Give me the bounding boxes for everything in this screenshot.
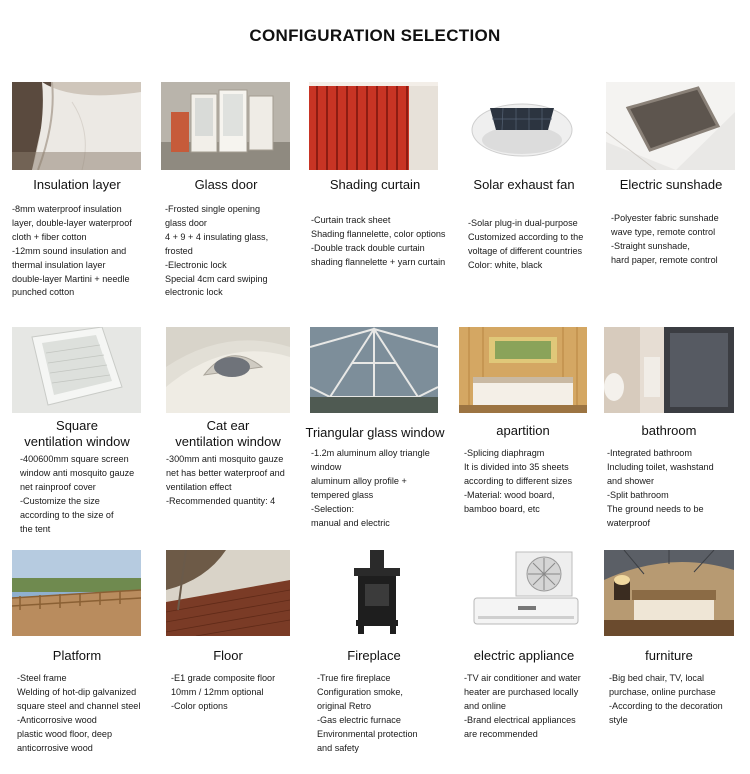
item-desc-cat-ear-ventilation-window: -300mm anti mosquito gauze net has better waterproof and ventilation effect -Recommended quantity: 4 bbox=[166, 454, 285, 506]
electric-sunshade-photo bbox=[606, 82, 735, 170]
item-label-floor: Floor bbox=[213, 648, 243, 663]
item-desc-electric-appliance: -TV air conditioner and water heater are purchased locally and online -Brand electrical appliances are recommended bbox=[464, 673, 581, 739]
item-desc-shading-curtain: -Curtain track sheet Shading flannelette, color options -Double track double curtain shading flannelette + yarn curtain bbox=[311, 215, 446, 267]
item-desc-fireplace: -True fire fireplace Configuration smoke, original Retro -Gas electric furnace Environmental protection and safety bbox=[317, 673, 418, 753]
triangular-glass-window-photo bbox=[310, 327, 438, 413]
fireplace-photo bbox=[310, 550, 438, 636]
item-desc-electric-sunshade: -Polyester fabric sunshade wave type, remote control -Straight sunshade, hard paper, remote control bbox=[611, 213, 719, 265]
item-label-apartition: apartition bbox=[496, 423, 550, 438]
item-desc-floor: -E1 grade composite floor 10mm / 12mm optional -Color options bbox=[171, 673, 276, 711]
item-desc-bathroom: -Integrated bathroom Including toilet, washstand and shower -Split bathroom The ground needs to be waterproof bbox=[607, 448, 714, 528]
page-title: CONFIGURATION SELECTION bbox=[249, 26, 501, 45]
item-label-platform: Platform bbox=[52, 648, 102, 663]
insulation-layer-photo bbox=[12, 82, 141, 170]
item-label-cat-ear-ventilation-window: Cat ear ventilation window bbox=[175, 418, 281, 449]
item-desc-solar-exhaust-fan: -Solar plug-in dual-purpose Customized according to the voltage of different countries Color: white, black bbox=[468, 218, 584, 270]
item-label-fireplace: Fireplace bbox=[347, 648, 401, 663]
item-label-furniture: furniture bbox=[645, 648, 693, 663]
square-ventilation-window-photo bbox=[12, 327, 141, 413]
item-label-square-ventilation-window: Square ventilation window bbox=[24, 418, 130, 449]
item-desc-glass-door: -Frosted single opening glass door 4 + 9 + 4 insulating glass, frosted -Electronic lock Special 4cm card swiping electronic lock bbox=[165, 204, 269, 298]
item-label-triangular-glass-window: Triangular glass window bbox=[305, 425, 445, 440]
cat-ear-ventilation-window-photo bbox=[166, 327, 290, 413]
item-label-electric-appliance: electric appliance bbox=[473, 648, 575, 663]
item-label-shading-curtain: Shading curtain bbox=[329, 177, 421, 192]
item-desc-triangular-glass-window: -1.2m aluminum alloy triangle window aluminum alloy profile + tempered glass -Selection: manual and electric bbox=[311, 448, 430, 528]
item-desc-platform: -Steel frame Welding of hot-dip galvanized square steel and channel steel -Anticorrosive wood plastic wood floor, deep anticorrosive wood bbox=[17, 673, 141, 753]
item-label-electric-sunshade: Electric sunshade bbox=[619, 177, 723, 192]
platform-photo bbox=[12, 550, 141, 636]
item-desc-furniture: -Big bed chair, TV, local purchase, online purchase -According to the decoration style bbox=[609, 673, 723, 725]
item-label-solar-exhaust-fan: Solar exhaust fan bbox=[473, 177, 575, 192]
bathroom-photo bbox=[604, 327, 734, 413]
item-desc-insulation-layer: -8mm waterproof insulation layer, double-layer waterproof cloth + fiber cotton -12mm sound insulation and thermal insulation layer double-layer Martini + needle punched cotton bbox=[12, 204, 132, 298]
item-label-glass-door: Glass door bbox=[194, 177, 258, 192]
furniture-photo bbox=[604, 550, 734, 636]
apartition-photo bbox=[459, 327, 587, 413]
item-label-bathroom: bathroom bbox=[641, 423, 697, 438]
shading-curtain-photo bbox=[309, 82, 438, 170]
item-label-insulation-layer: Insulation layer bbox=[33, 177, 121, 192]
floor-photo bbox=[166, 550, 290, 636]
item-desc-apartition: -Splicing diaphragm It is divided into 35 sheets according to different sizes -Material: wood board, bamboo board, etc bbox=[464, 448, 573, 514]
item-desc-square-ventilation-window: -400600mm square screen window anti mosquito gauze net rainproof cover -Customize the size according to the size of the tent bbox=[20, 454, 135, 534]
electric-appliance-photo bbox=[458, 550, 587, 636]
solar-exhaust-fan-photo bbox=[458, 82, 587, 170]
glass-door-photo bbox=[161, 82, 290, 170]
